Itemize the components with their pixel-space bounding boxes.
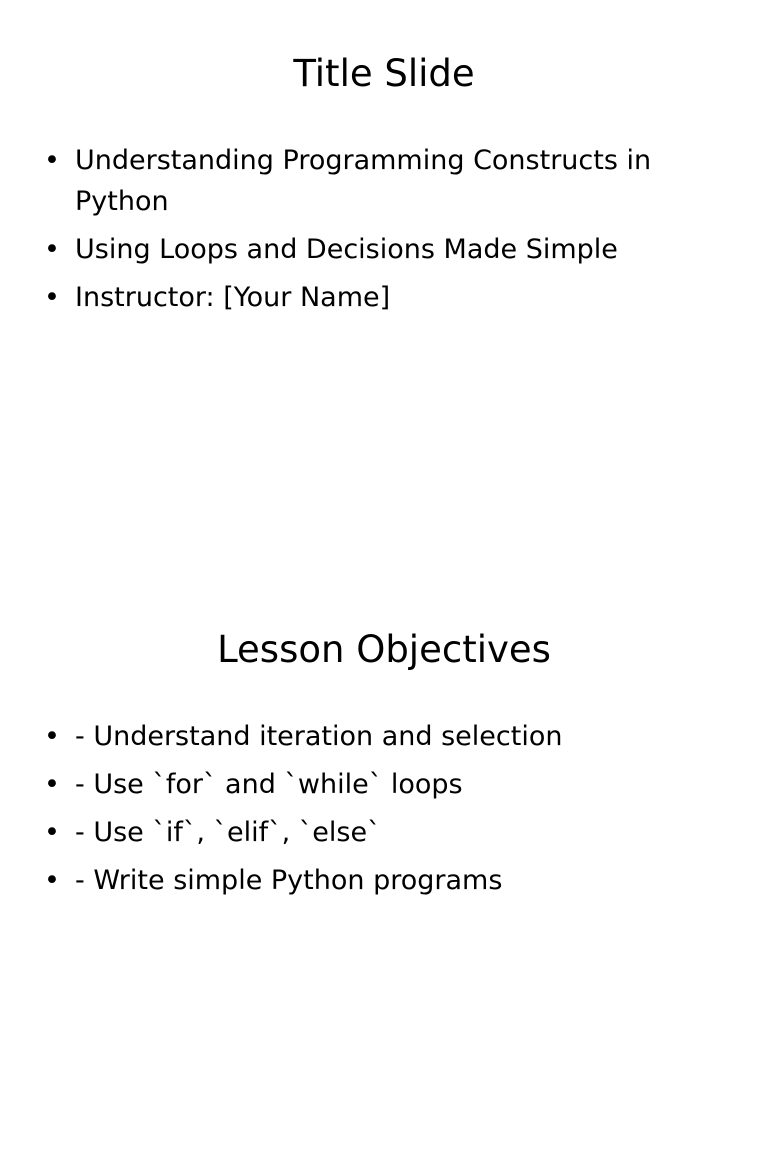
- slide-lesson-objectives: [0, 576, 768, 1152]
- bullet-text: - Write simple Python programs: [75, 865, 503, 896]
- bullet-item: [44, 229, 684, 270]
- bullet-text: - Use `for` and `while` loops: [75, 769, 463, 800]
- slide-title: Lesson Objectives: [217, 628, 551, 671]
- bullet-item: [44, 764, 684, 805]
- bullet-text: - Understand iteration and selection: [75, 721, 563, 752]
- bullet-icon: •: [44, 721, 60, 752]
- bullet-icon: •: [44, 282, 60, 313]
- bullet-icon: •: [44, 817, 60, 848]
- bullet-list: [44, 716, 684, 908]
- bullet-icon: •: [44, 769, 60, 800]
- slide-title: Title Slide: [293, 52, 475, 95]
- bullet-text: Instructor: [Your Name]: [75, 282, 391, 313]
- bullet-item: [44, 812, 684, 853]
- bullet-text: Understanding Programming Constructs in Python: [75, 145, 652, 217]
- bullet-text: - Use `if`, `elif`, `else`: [75, 817, 381, 848]
- bullet-icon: •: [44, 234, 60, 265]
- bullet-list: [44, 140, 684, 325]
- bullet-item: [44, 140, 684, 222]
- bullet-icon: •: [44, 145, 60, 176]
- bullet-item: [44, 716, 684, 757]
- bullet-text: Using Loops and Decisions Made Simple: [75, 234, 618, 265]
- bullet-icon: •: [44, 865, 60, 896]
- bullet-item: [44, 860, 684, 901]
- bullet-item: [44, 277, 684, 318]
